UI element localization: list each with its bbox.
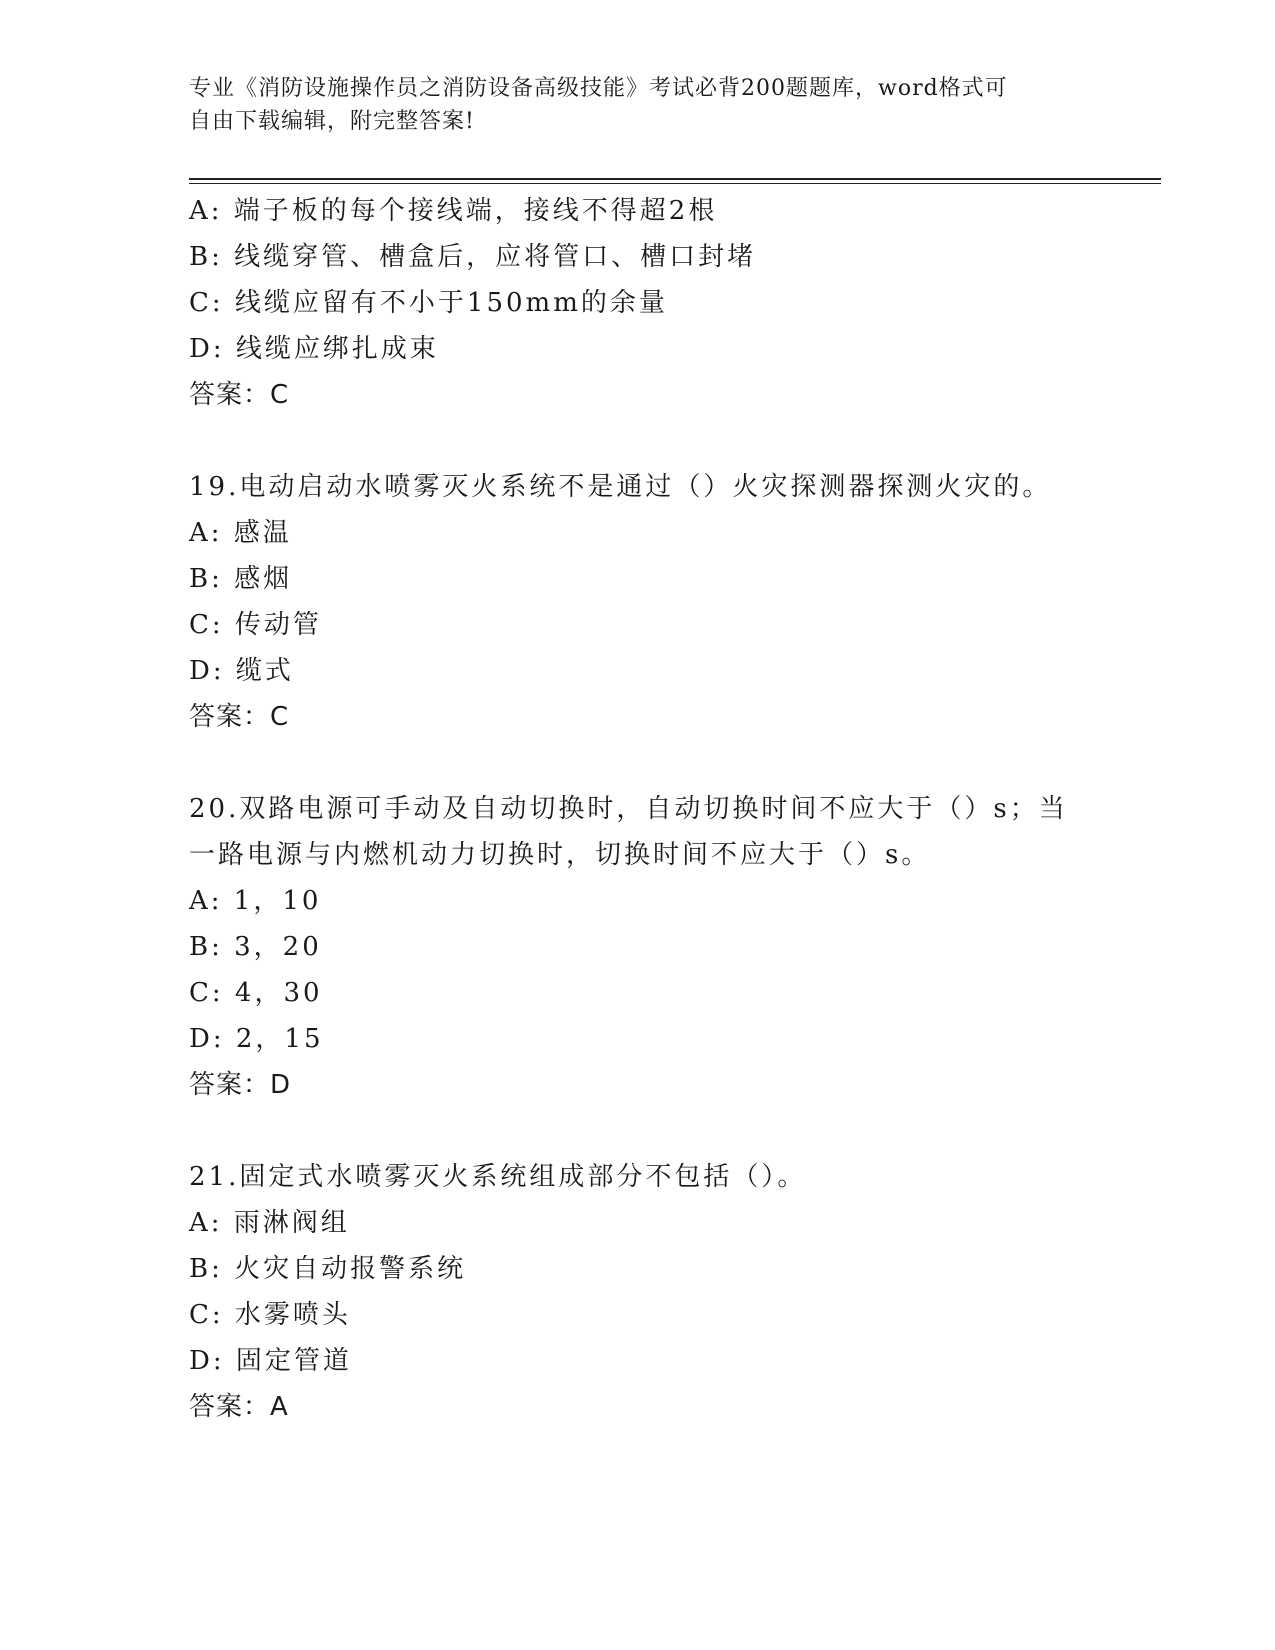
question-block-prev — [189, 188, 1089, 418]
spacer — [189, 740, 1089, 786]
spacer — [189, 418, 1089, 464]
option-a: A: 雨淋阀组 — [189, 1208, 350, 1238]
option-b: B: 火灾自动报警系统 — [189, 1254, 467, 1284]
question-text-line-2: 一路电源与内燃机动力切换时，切换时间不应大于（）s。 — [189, 840, 931, 870]
header-line-1: 专业《消防设施操作员之消防设备高级技能》考试必背200题题库，word格式可 — [189, 76, 1008, 101]
option-c: C: 水雾喷头 — [189, 1300, 351, 1330]
option-b: B: 感烟 — [189, 564, 293, 594]
option-b: B: 线缆穿管、槽盒后，应将管口、槽口封堵 — [189, 242, 757, 272]
option-d: D: 缆式 — [189, 656, 294, 686]
document-header — [189, 72, 1069, 138]
answer-line: 答案：D — [189, 1070, 292, 1100]
header-divider-thick — [189, 178, 1161, 180]
option-a: A: 感温 — [189, 518, 292, 548]
answer-line: 答案：C — [189, 380, 290, 410]
option-a: A: 端子板的每个接线端，接线不得超2根 — [189, 196, 718, 226]
option-a: A: 1，10 — [189, 886, 322, 916]
answer-line: 答案：C — [189, 702, 290, 732]
option-c: C: 线缆应留有不小于150mm的余量 — [189, 288, 668, 318]
option-d: D: 固定管道 — [189, 1346, 352, 1376]
header-divider-thin — [189, 183, 1161, 184]
option-c: C: 传动管 — [189, 610, 322, 640]
option-d: D: 线缆应绑扎成束 — [189, 334, 439, 364]
question-block-19 — [189, 464, 1089, 740]
question-text-line-1: 20.双路电源可手动及自动切换时，自动切换时间不应大于（）s；当 — [189, 794, 1068, 824]
question-text: 19.电动启动水喷雾灭火系统不是通过（）火灾探测器探测火灾的。 — [189, 472, 1052, 502]
option-c: C: 4，30 — [189, 978, 323, 1008]
option-d: D: 2，15 — [189, 1024, 324, 1054]
question-text: 21.固定式水喷雾灭火系统组成部分不包括（）。 — [189, 1162, 807, 1192]
question-block-20 — [189, 786, 1089, 1108]
question-list — [189, 188, 1089, 1430]
spacer — [189, 1108, 1089, 1154]
question-block-21 — [189, 1154, 1089, 1430]
answer-line: 答案：A — [189, 1392, 289, 1422]
header-line-2: 自由下载编辑，附完整答案! — [189, 109, 475, 134]
option-b: B: 3，20 — [189, 932, 322, 962]
